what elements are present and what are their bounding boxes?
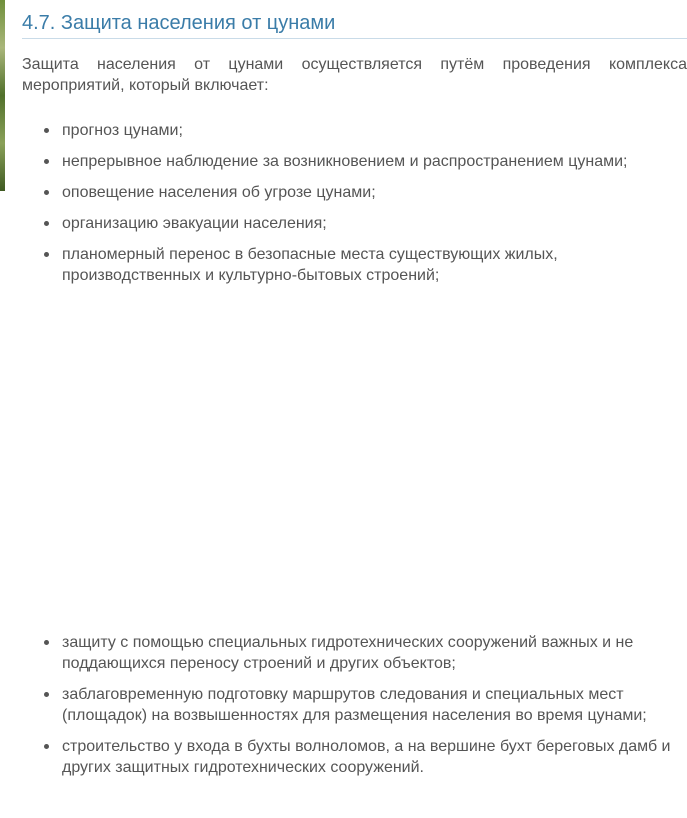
list-item: планомерный перенос в безопасные места существующих жилых, производственных и культурно-бытовых строений; [62,244,687,286]
list-item: организацию эвакуации населения; [62,213,687,234]
list-item: строительство у входа в бухты волноломов, а на вершине бухт береговых дамб и других защитных гидротехнических сооружений. [62,736,687,778]
list-item: оповещение населения об угрозе цунами; [62,182,687,203]
side-image-strip [0,0,5,191]
list-item: непрерывное наблюдение за возникновением и распространением цунами; [62,151,687,172]
intro-paragraph: Защита населения от цунами осуществляется путём проведения комплекса мероприятий, который включает: [22,56,687,94]
measures-list-top [22,120,687,296]
list-item: заблаговременную подготовку маршрутов следования и специальных мест (площадок) на возвышенностях для размещения населения во время цунами; [62,684,687,726]
blank-area [22,315,687,620]
list-item: защиту с помощью специальных гидротехнических сооружений важных и не поддающихся переносу строений и других объектов; [62,632,687,674]
section-heading: 4.7. Защита населения от цунами [22,10,687,39]
list-item: прогноз цунами; [62,120,687,141]
measures-list-bottom [22,632,687,788]
